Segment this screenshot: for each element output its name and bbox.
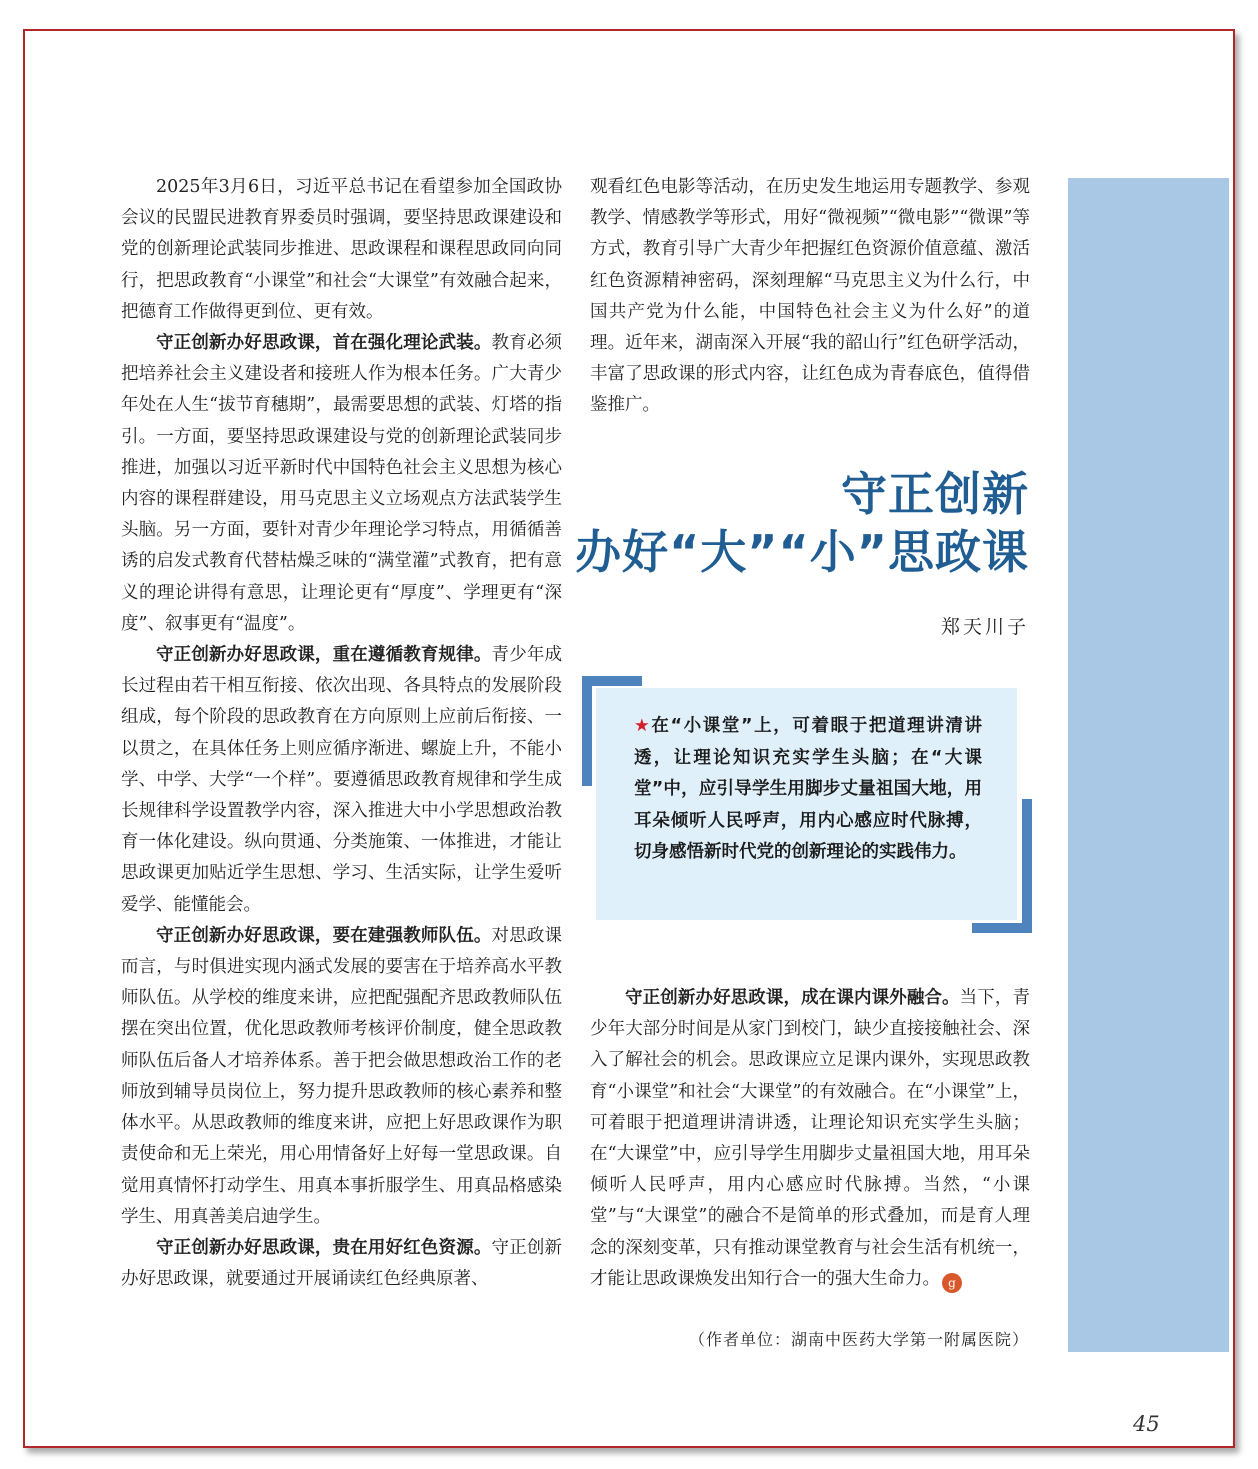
right-column-bottom <box>590 983 1030 1295</box>
pull-quote-text: ★在“小课堂”上，可着眼于把道理讲清讲透，让理论知识充实学生头脑；在“大课堂”中，应引导学生用脚步丈量祖国大地，用耳朵倾听人民呼声，用内心感应时代脉搏，切身感悟新时代党的创新理论的实践伟力。 <box>634 716 982 862</box>
article-title <box>575 465 1029 581</box>
title-line-2: 办好“大”“小”思政课 <box>575 525 1029 579</box>
accent-side-bar <box>1068 178 1229 1352</box>
paragraph-red-resources: 守正创新办好思政课，贵在用好红色资源。守正创新办好思政课，就要通过开展诵读红色经典原著、 <box>121 1237 563 1290</box>
page-number: 45 <box>1133 1412 1160 1436</box>
paragraph-red-resources-cont: 观看红色电影等活动，在历史发生地运用专题教学、参观教学、情感教学等形式，用好“微视频”“微电影”“微课”等方式，教育引导广大青少年把握红色资源价值意蕴、激活红色资源精神密码，深刻理解“马克思主义为什么行，中国共产党为什么能，中国特色社会主义为什么好”的道理。近年来，湖南深入开展“我的韶山行”红色研学活动，丰富了思政课的形式内容，让红色成为青春底色，值得借鉴推广。 <box>590 177 1030 416</box>
paragraph-teachers: 守正创新办好思政课，要在建强教师队伍。对思政课而言，与时俱进实现内涵式发展的要害在于培养高水平教师队伍。从学校的维度来讲，应把配强配齐思政教师队伍摆在突出位置，优化思政教师考核评价制度，健全思政教师队伍后备人才培养体系。善于把会做思想政治工作的老师放到辅导员岗位上，努力提升思政教师的核心素养和整体水平。从思政教师的维度来讲，应把上好思政课作为职责使命和无上荣光，用心用情备好上好每一堂思政课。自觉用真情怀打动学生、用真本事折服学生、用真品格感染学生、用真善美启迪学生。 <box>121 925 563 1227</box>
end-mark-icon: g <box>942 1273 962 1293</box>
quote-bracket-top-left <box>582 676 642 786</box>
paragraph-theory: 守正创新办好思政课，首在强化理论武装。教育必须把培养社会主义建设者和接班人作为根本任务。广大青少年处在人生“拔节育穗期”，最需要思想的武装、灯塔的指引。一方面，要坚持思政课建设与党的创新理论武装同步推进，加强以习近平新时代中国特色社会主义思想为核心内容的课程群建设，用马克思主义立场观点方法武装学生头脑。另一方面，要针对青少年理论学习特点，用循循善诱的启发式教育代替枯燥乏味的“满堂灌”式教育，把有意义的理论讲得有意思，让理论更有“厚度”、学理更有“深度”、叙事更有“温度”。 <box>121 333 563 634</box>
right-column-top <box>590 172 1030 422</box>
left-column <box>121 172 562 1295</box>
title-line-1: 守正创新 <box>841 467 1029 521</box>
paragraph-intro: 2025年3月6日，习近平总书记在看望参加全国政协会议的民盟民进教育界委员时强调，要坚持思政课建设和党的创新理论武装同步推进、思政课程和课程思政同向同行，把思政教育“小课堂”和社会“大课堂”有效融合起来，把德育工作做得更到位、更有效。 <box>121 177 562 322</box>
star-icon: ★ <box>634 716 652 736</box>
author-affiliation: （作者单位：湖南中医药大学第一附属医院） <box>688 1330 1029 1349</box>
paragraph-integration: 守正创新办好思政课，成在课内课外融合。当下，青少年大部分时间是从家门到校门，缺少直接接触社会、深入了解社会的机会。思政课应立足课内课外，实现思政教育“小课堂”和社会“大课堂”的有效融合。在“小课堂”上，可着眼于把道理讲清讲透，让理论知识充实学生头脑；在“大课堂”中，应引导学生用脚步丈量祖国大地，用耳朵倾听人民呼声，用内心感应时代脉搏。当然，“小课堂”与“大课堂”的融合不是简单的形式叠加，而是育人理念的深刻变革，只有推动课堂教育与社会生活有机统一，才能让思政课焕发出知行合一的强大生命力。 g <box>590 983 1030 1295</box>
author-name: 郑天川子 <box>940 616 1029 638</box>
paragraph-rules: 守正创新办好思政课，重在遵循教育规律。青少年成长过程由若干相互衔接、依次出现、各具特点的发展阶段组成，每个阶段的思政教育在方向原则上应前后衔接、一以贯之，在具体任务上则应循序渐进、螺旋上升，不能小学、中学、大学“一个样”。要遵循思政教育规律和学生成长规律科学设置教学内容，深入推进大中小学思想政治教育一体化建设。纵向贯通、分类施策、一体推进，才能让思政课更加贴近学生思想、学习、生活实际，让学生爱听爱学、能懂能会。 <box>121 645 563 915</box>
